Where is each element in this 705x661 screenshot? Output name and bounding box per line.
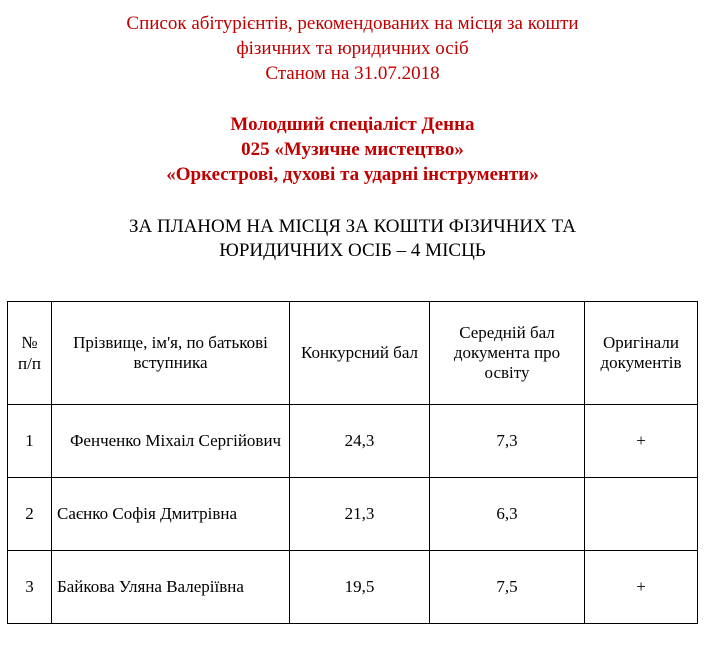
document-title [0, 11, 705, 86]
plan-heading [0, 215, 705, 263]
subtitle-line-3: «Оркестрові, духові та ударні інструменти» [166, 164, 539, 185]
column-header-number-line2: п/п [18, 354, 41, 373]
column-header-name: Прізвище, ім'я, по батькові вступника [52, 302, 290, 405]
row-applicant-name: Байкова Уляна Валеріївна [52, 551, 290, 624]
applicants-table [7, 301, 698, 624]
row-average-score: 7,3 [430, 405, 585, 478]
column-header-average: Середній бал документа про освіту [430, 302, 585, 405]
row-number: 2 [8, 478, 52, 551]
row-number: 3 [8, 551, 52, 624]
document-page [0, 11, 705, 661]
document-subtitle [0, 112, 705, 187]
row-applicant-name: Саєнко Софія Дмитрівна [52, 478, 290, 551]
column-header-score: Конкурсний бал [290, 302, 430, 405]
row-originals [585, 478, 698, 551]
table-header [8, 302, 698, 405]
subtitle-line-2: 025 «Музичне мистецтво» [241, 139, 464, 160]
table-header-row [8, 302, 698, 405]
row-competition-score: 24,3 [290, 405, 430, 478]
row-number: 1 [8, 405, 52, 478]
table-row [8, 478, 698, 551]
plan-line-2: ЮРИДИЧНИХ ОСІБ – 4 МІСЦЬ [219, 240, 486, 261]
row-average-score: 7,5 [430, 551, 585, 624]
row-competition-score: 21,3 [290, 478, 430, 551]
row-average-score: 6,3 [430, 478, 585, 551]
table-row [8, 551, 698, 624]
plan-line-1: ЗА ПЛАНОМ НА МІСЦЯ ЗА КОШТИ ФІЗИЧНИХ ТА [128, 216, 576, 237]
row-applicant-name: Фенченко Міхаіл Сергійович [52, 405, 290, 478]
table-body [8, 405, 698, 624]
row-competition-score: 19,5 [290, 551, 430, 624]
title-line-3: Станом на 31.07.2018 [265, 63, 440, 84]
column-header-originals: Оригінали документів [585, 302, 698, 405]
column-header-number [8, 302, 52, 405]
column-header-number-line1: № [21, 333, 38, 352]
row-originals: + [585, 405, 698, 478]
row-originals: + [585, 551, 698, 624]
title-line-2: фізичних та юридичних осіб [236, 38, 469, 59]
table-row [8, 405, 698, 478]
subtitle-line-1: Молодший спеціаліст Денна [230, 114, 475, 135]
title-line-1: Список абітурієнтів, рекомендованих на місця за кошти [126, 13, 579, 34]
